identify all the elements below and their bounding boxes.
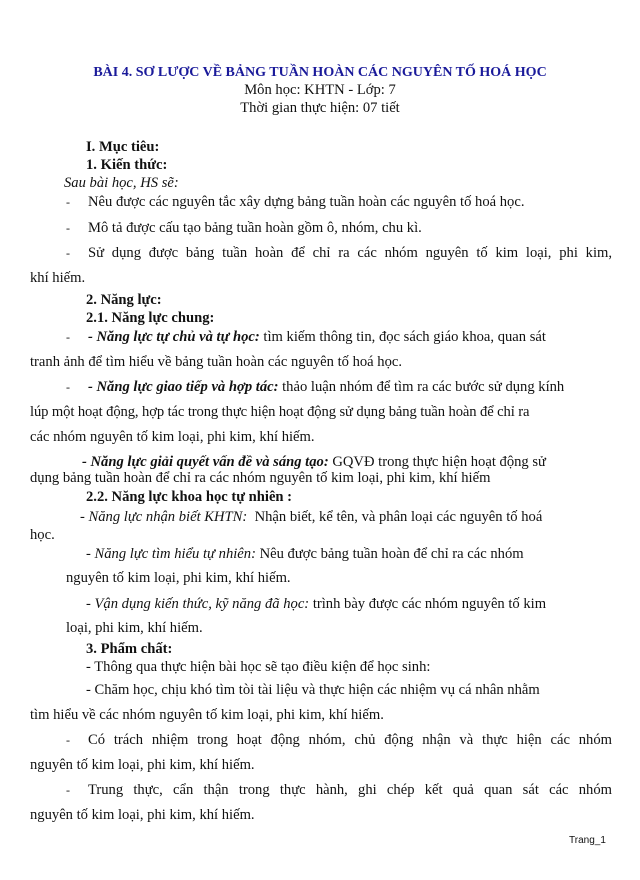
exploration-item (86, 545, 524, 563)
qualities-item-continued: nguyên tố kim loại, phi kim, khí hiếm. (30, 807, 255, 823)
knowledge-item: Mô tả được cấu tạo bảng tuần hoàn gồm ô, nhóm, chu kì. (88, 220, 422, 236)
problem-solving-text-continued: dụng bảng tuần hoàn để chỉ ra các nhóm nguyên tố kim loại, phi kim, khí hiếm (30, 470, 491, 486)
knowledge-intro: Sau bài học, HS sẽ: (64, 175, 179, 191)
page-number: Trang_1 (569, 835, 606, 846)
communication-text-continued: các nhóm nguyên tố kim loại, phi kim, khí hiếm. (30, 429, 315, 445)
problem-solving-label: - Năng lực giải quyết vấn đề và sáng tạo: (82, 454, 329, 470)
bullet-dash: - (66, 380, 70, 394)
bullet-dash: - (66, 330, 70, 344)
subject-line: Môn học: KHTN - Lớp: 7 (244, 82, 396, 98)
communication-label: - Năng lực giao tiếp và hợp tác: (88, 379, 279, 395)
knowledge-item: Sử dụng được bảng tuần hoàn để chỉ ra các nhóm nguyên tố kim loại, phi kim, (88, 245, 612, 261)
lesson-title: BÀI 4. SƠ LƯỢC VỀ BẢNG TUẦN HOÀN CÁC NGUYÊN TỐ HOÁ HỌC (93, 65, 547, 80)
bullet-dash: - (66, 783, 70, 797)
knowledge-item: Nêu được các nguyên tắc xây dựng bảng tuần hoàn các nguyên tố hoá học. (88, 194, 525, 210)
qualities-intro: - Thông qua thực hiện bài học sẽ tạo điều kiện để học sinh: (86, 659, 431, 675)
bullet-dash: - (66, 246, 70, 260)
recognition-item (80, 508, 542, 526)
qualities-item: Có trách nhiệm trong hoạt động nhóm, chủ động nhận và thực hiện các nhóm (88, 732, 612, 748)
problem-solving-text: GQVĐ trong thực hiện hoạt động sử (332, 454, 546, 470)
bullet-dash: - (66, 195, 70, 209)
application-text: trình bày được các nhóm nguyên tố kim (312, 596, 547, 612)
exploration-text: Nêu được bảng tuần hoàn để chỉ ra các nhóm (259, 546, 524, 562)
recognition-label: - Năng lực nhận biết KHTN: (80, 509, 248, 525)
competence-heading: 2. Năng lực: (86, 292, 162, 308)
general-competence-heading: 2.1. Năng lực chung: (86, 310, 215, 326)
self-learning-label: - Năng lực tự chủ và tự học: (88, 329, 260, 345)
knowledge-item-continued: khí hiếm. (30, 270, 86, 286)
qualities-item-continued: nguyên tố kim loại, phi kim, khí hiếm. (30, 757, 255, 773)
qualities-item: - Chăm học, chịu khó tìm tòi tài liệu và thực hiện các nhiệm vụ cá nhân nhằm (86, 682, 540, 698)
bullet-dash: - (66, 733, 70, 747)
duration-line: Thời gian thực hiện: 07 tiết (240, 100, 400, 116)
self-learning-text-continued: tranh ảnh để tìm hiểu về bảng tuần hoàn các nguyên tố hoá học. (30, 354, 403, 370)
qualities-heading: 3. Phẩm chất: (86, 641, 173, 657)
qualities-item: Trung thực, cẩn thận trong thực hành, ghi chép kết quả quan sát các nhóm (88, 782, 612, 798)
communication-text: thảo luận nhóm để tìm ra các bước sử dụng kính (282, 379, 565, 395)
objectives-heading: I. Mục tiêu: (86, 139, 160, 155)
exploration-label: - Năng lực tìm hiểu tự nhiên: (86, 546, 256, 562)
communication-text-continued: lúp một hoạt động, hợp tác trong thực hiện hoạt động sử dụng bảng tuần hoàn để chỉ ra (30, 404, 530, 420)
self-learning-item (88, 328, 546, 346)
science-competence-heading: 2.2. Năng lực khoa học tự nhiên : (86, 489, 293, 505)
application-label: - Vận dụng kiến thức, kỹ năng đã học: (86, 596, 310, 612)
recognition-text: Nhận biết, kể tên, và phân loại các nguyên tố hoá (254, 509, 543, 525)
exploration-text-continued: nguyên tố kim loại, phi kim, khí hiếm. (66, 570, 291, 586)
qualities-item-continued: tìm hiểu về các nhóm nguyên tố kim loại, phi kim, khí hiếm. (30, 707, 384, 723)
self-learning-text: tìm kiếm thông tin, đọc sách giáo khoa, quan sát (263, 329, 546, 345)
application-text-continued: loại, phi kim, khí hiếm. (66, 620, 203, 636)
knowledge-heading: 1. Kiến thức: (86, 157, 168, 173)
bullet-dash: - (66, 221, 70, 235)
recognition-text-continued: học. (30, 527, 55, 543)
communication-item (88, 378, 564, 396)
application-item (86, 595, 546, 613)
